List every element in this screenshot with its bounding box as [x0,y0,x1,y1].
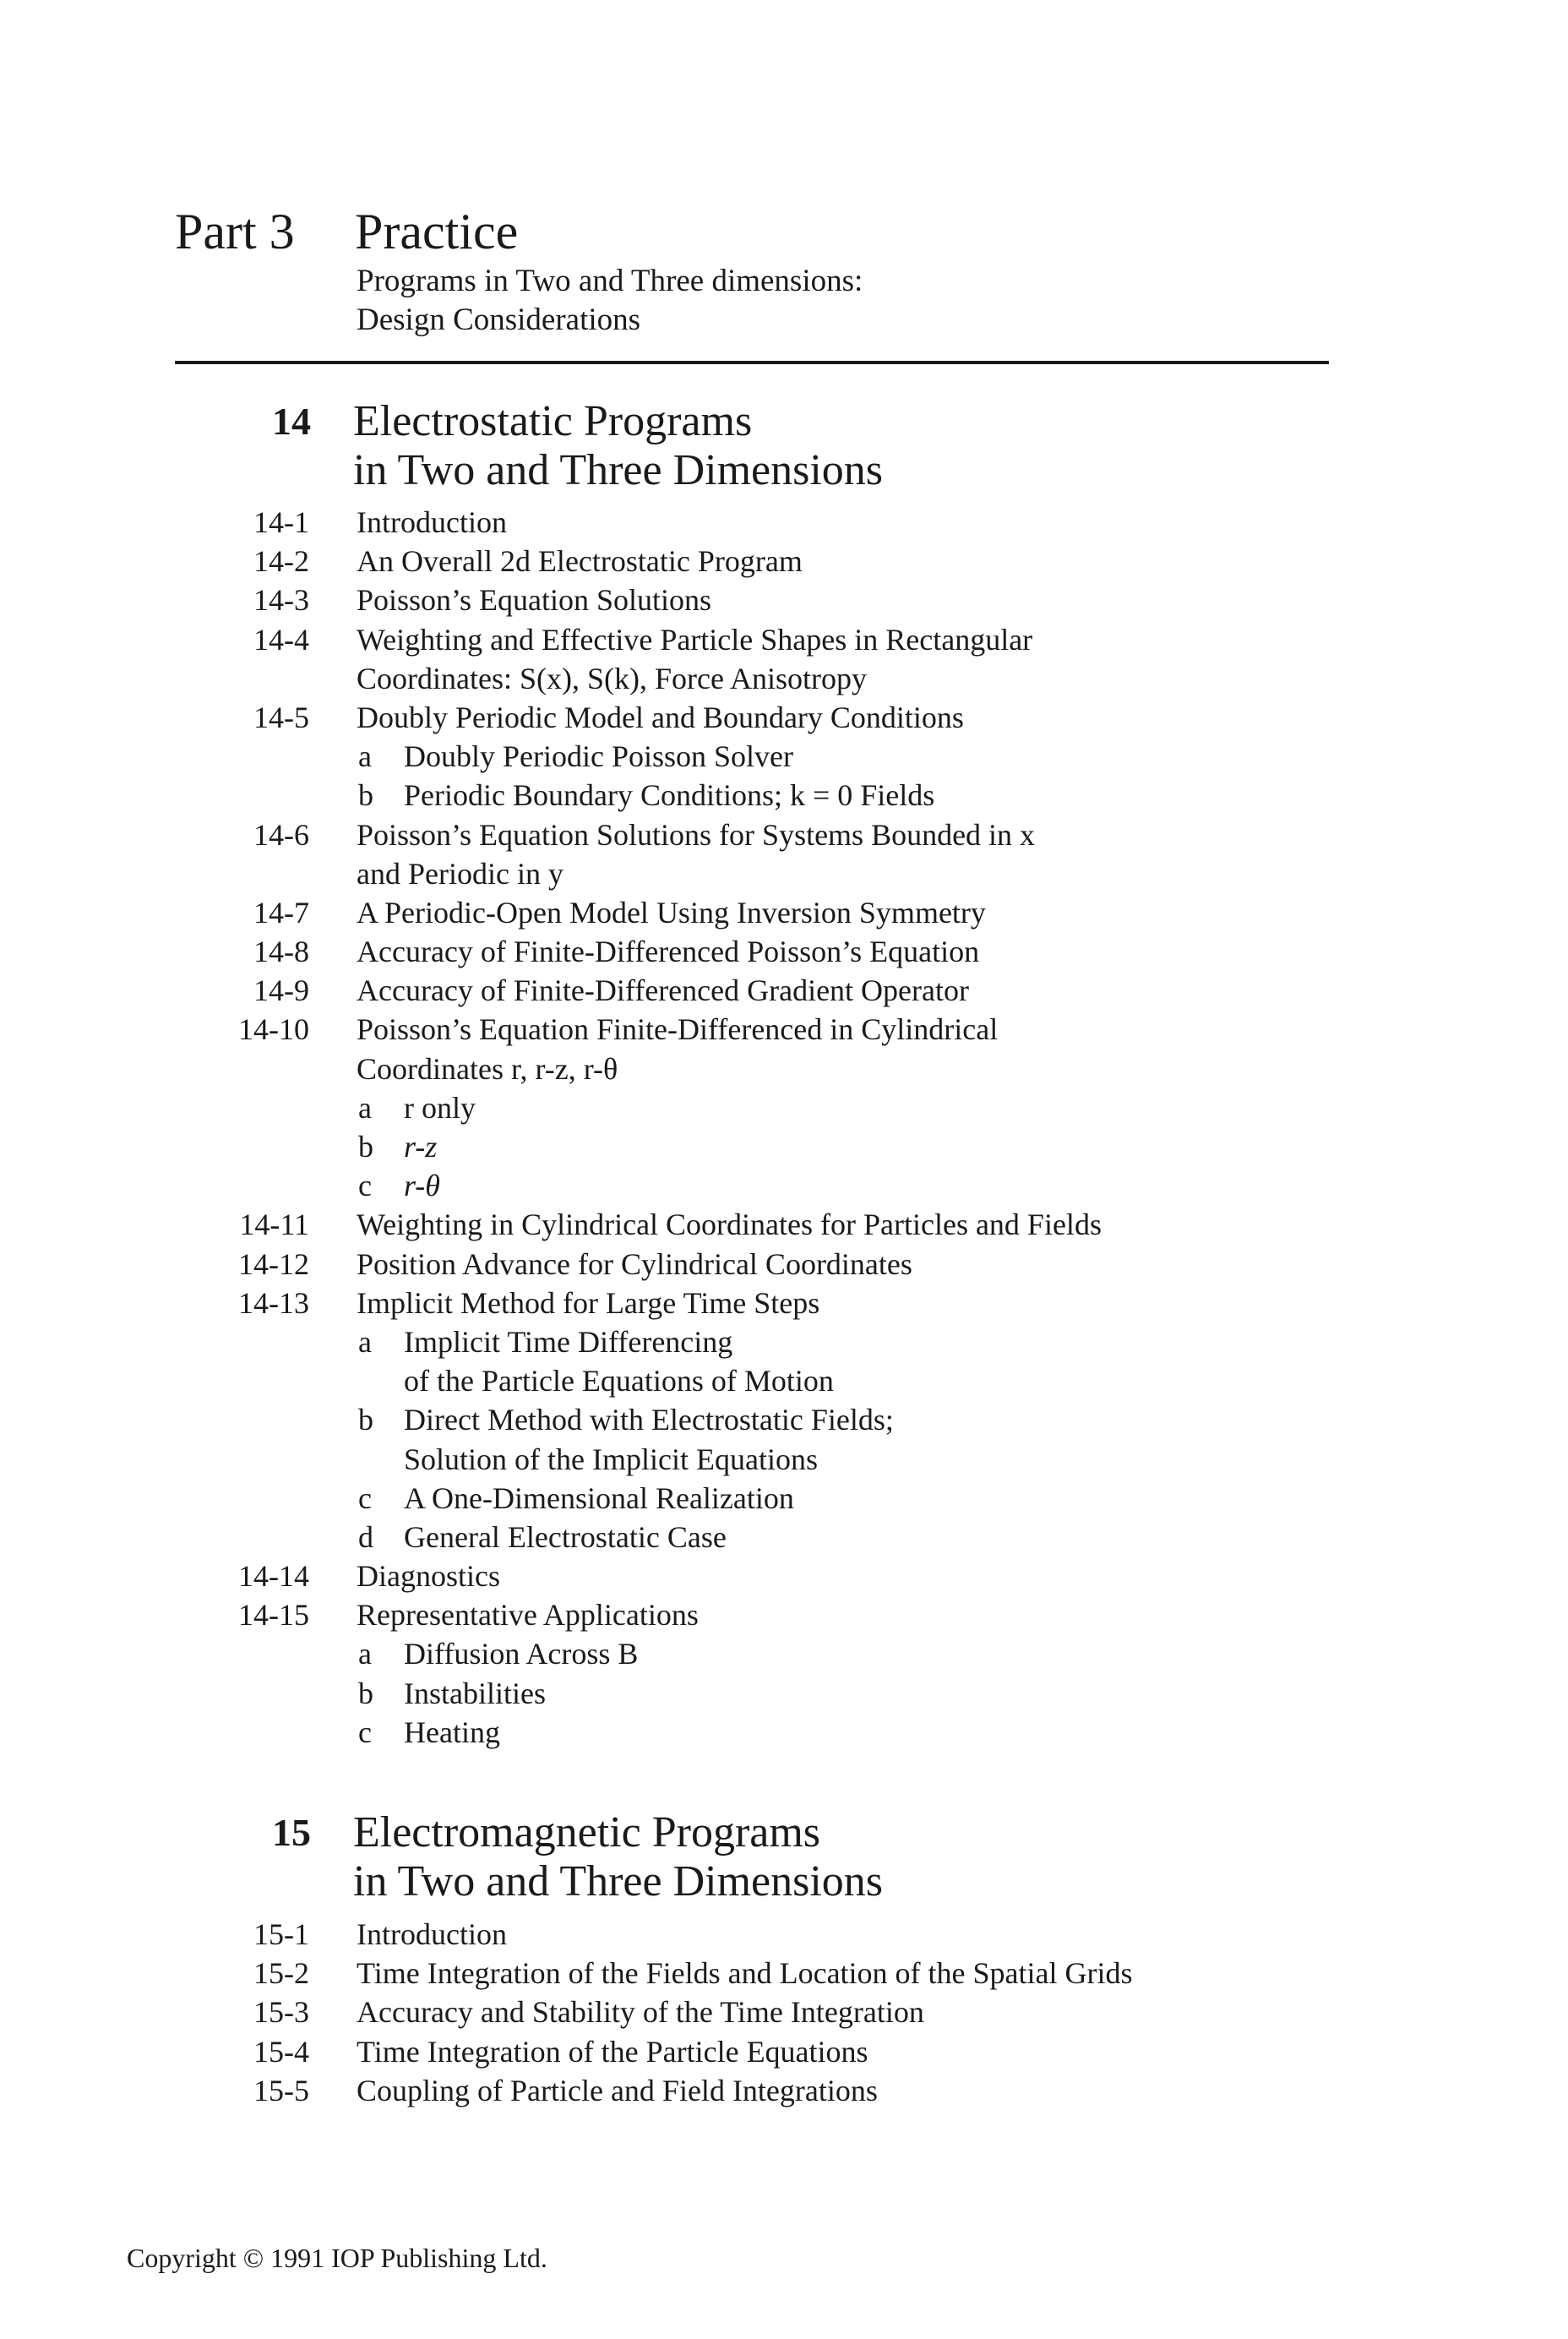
copyright-footer: Copyright © 1991 IOP Publishing Ltd. [127,2243,547,2273]
section-title-continued: Coordinates: S(x), S(k), Force Anisotropy [357,661,867,695]
section-number: 14-5 [253,700,309,734]
chapter-14-section-list [0,503,1568,1752]
section-number: 15-1 [253,1917,309,1951]
section-title: A Periodic-Open Model Using Inversion Symmetry [357,895,986,930]
section-number: 14-13 [238,1285,309,1320]
section-title: Implicit Method for Large Time Steps [357,1285,820,1320]
toc-subentry-continuation [0,1361,1568,1400]
subsection-title: Doubly Periodic Poisson Solver [404,739,794,774]
section-title: Weighting in Cylindrical Coordinates for Particles and Fields [357,1208,1102,1242]
section-number: 15-4 [253,2034,309,2069]
toc-entry [0,1954,1568,1993]
chapter-14-title-line-2: in Two and Three Dimensions [353,446,884,494]
chapter-14-title-line-1: Electrostatic Programs [353,397,753,445]
toc-entry [0,893,1568,932]
toc-subentry [0,1322,1568,1361]
part-title: Practice [355,204,519,259]
subsection-title: A One-Dimensional Realization [404,1480,794,1515]
toc-entry [0,1595,1568,1634]
section-title: Weighting and Effective Particle Shapes in Rectangular [357,622,1033,657]
subsection-letter: b [358,778,373,813]
toc-entry [0,815,1568,854]
toc-entry [0,2071,1568,2110]
section-number: 14-9 [253,973,309,1008]
subsection-letter: c [358,1169,372,1203]
toc-subentry [0,1634,1568,1673]
header-rule [175,361,1329,364]
subsection-letter: a [358,1324,372,1359]
toc-entry [0,1915,1568,1954]
toc-subentry [0,1518,1568,1557]
subsection-title: Diffusion Across B [404,1637,639,1671]
section-number: 14-14 [238,1559,309,1594]
toc-entry [0,971,1568,1010]
section-number: 15-5 [253,2073,309,2107]
toc-entry-continuation [0,659,1568,698]
subsection-title: Heating [404,1715,500,1749]
subsection-title-continued: of the Particle Equations of Motion [404,1364,834,1398]
toc-subentry [0,737,1568,776]
section-title: Time Integration of the Fields and Location of the Spatial Grids [357,1956,1133,1991]
toc-entry-continuation [0,1050,1568,1088]
part-subtitle-line-2: Design Considerations [357,303,641,337]
subsection-title: r-z [404,1130,438,1164]
section-number: 14-7 [253,895,309,930]
subsection-letter: a [358,1090,372,1125]
subsection-letter: c [358,1715,372,1749]
section-number: 15-3 [253,1995,309,2030]
subsection-letter: b [358,1130,373,1164]
toc-entry [0,698,1568,737]
section-title: Accuracy of Finite-Differenced Poisson’s Equation [357,935,980,969]
subsection-letter: a [358,1637,372,1671]
toc-entry [0,542,1568,581]
section-title: Poisson’s Equation Solutions for Systems Bounded in x [357,817,1036,852]
toc-entry [0,1010,1568,1049]
section-number: 14-11 [239,1208,309,1242]
section-number: 14-2 [253,544,309,579]
subsection-title: Instabilities [404,1676,546,1710]
chapter-15-section-list [0,1915,1568,2110]
chapter-15-title-line-1: Electromagnetic Programs [353,1808,821,1856]
section-title: Accuracy of Finite-Differenced Gradient Operator [357,973,969,1008]
toc-subentry [0,1674,1568,1713]
section-title: Time Integration of the Particle Equations [357,2034,868,2069]
section-title: Introduction [357,505,507,539]
chapter-15-title-line-2: in Two and Three Dimensions [353,1857,884,1906]
toc-entry-continuation [0,854,1568,893]
toc-subentry-continuation [0,1440,1568,1479]
part-subtitle-line-1: Programs in Two and Three dimensions: [357,264,863,298]
section-title: Position Advance for Cylindrical Coordinates [357,1246,912,1281]
section-title: Representative Applications [357,1598,699,1633]
subsection-title: r only [404,1090,476,1125]
subsection-title: Direct Method with Electrostatic Fields; [404,1403,894,1437]
section-number: 14-10 [238,1012,309,1047]
section-number: 14-3 [253,583,309,618]
subsection-title: General Electrostatic Case [404,1519,727,1554]
subsection-letter: b [358,1403,373,1437]
toc-entry [0,1557,1568,1595]
toc-entry [0,620,1568,659]
section-number: 14-4 [253,622,309,657]
section-title: An Overall 2d Electrostatic Program [357,544,803,579]
section-number: 14-15 [238,1598,309,1633]
subsection-letter: d [358,1519,373,1554]
section-number: 14-8 [253,935,309,969]
toc-entry [0,1993,1568,2031]
section-title: Accuracy and Stability of the Time Integration [357,1995,924,2030]
toc-entry [0,1245,1568,1284]
subsection-title: Implicit Time Differencing [404,1324,733,1359]
subsection-title: r-θ [404,1169,440,1203]
toc-entry [0,2032,1568,2071]
toc-subentry [0,1088,1568,1127]
toc-entry [0,1284,1568,1322]
subsection-title: Periodic Boundary Conditions; k = 0 Fields [404,778,935,813]
chapter-14-number: 14 [272,400,311,443]
toc-subentry [0,1713,1568,1752]
section-title-continued: and Periodic in y [357,856,564,891]
toc-entry [0,1205,1568,1244]
subsection-letter: b [358,1676,373,1710]
section-title: Introduction [357,1917,507,1951]
section-title: Poisson’s Equation Finite-Differenced in Cylindrical [357,1012,999,1047]
toc-subentry [0,1479,1568,1518]
toc-subentry [0,776,1568,815]
toc-subentry [0,1166,1568,1205]
section-title: Doubly Periodic Model and Boundary Conditions [357,700,964,734]
toc-entry [0,503,1568,542]
toc-entry [0,932,1568,971]
section-number: 14-12 [238,1246,309,1281]
toc-subentry [0,1400,1568,1439]
section-number: 14-6 [253,817,309,852]
subsection-letter: a [358,739,372,774]
section-title: Diagnostics [357,1559,500,1594]
part-label: Part 3 [175,204,295,259]
subsection-title-continued: Solution of the Implicit Equations [404,1442,818,1476]
section-title-continued: Coordinates r, r-z, r-θ [357,1051,618,1086]
chapter-15-number: 15 [272,1811,311,1854]
section-number: 14-1 [253,505,309,539]
section-title: Poisson’s Equation Solutions [357,583,712,618]
toc-entry [0,581,1568,619]
toc-subentry [0,1127,1568,1166]
section-number: 15-2 [253,1956,309,1991]
section-title: Coupling of Particle and Field Integrations [357,2073,878,2107]
subsection-letter: c [358,1480,372,1515]
